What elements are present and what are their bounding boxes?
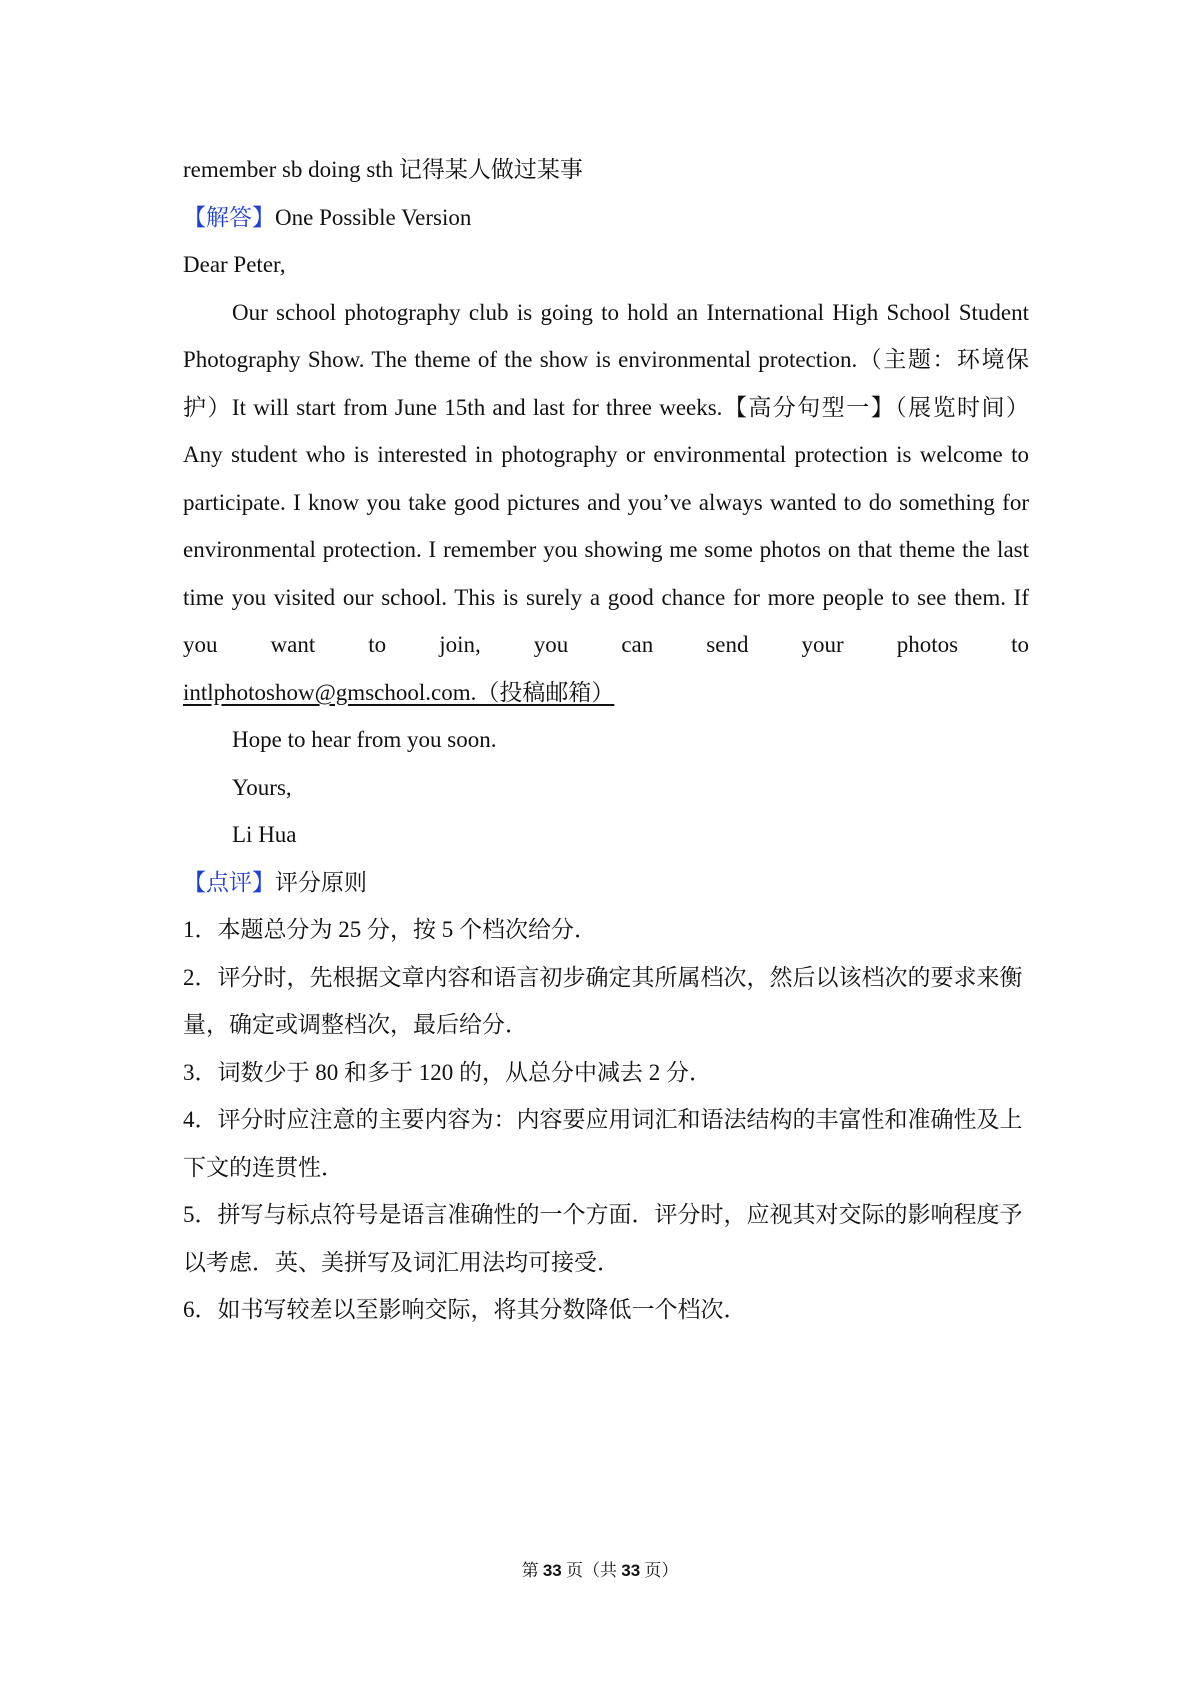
footer-middle: 页（共 <box>561 1561 622 1580</box>
letter-signature: Li Hua <box>232 822 297 847</box>
criteria-item: 2．评分时，先根据文章内容和语言初步确定其所属档次，然后以该档次的要求来衡量，确定或调整档次，最后给分． <box>183 964 1023 1037</box>
letter-sign-off: Yours, <box>232 774 292 800</box>
review-tag: 【点评】 <box>183 869 275 895</box>
footer-prefix: 第 <box>521 1561 543 1580</box>
review-title: 评分原则 <box>275 869 367 895</box>
footer-suffix: 页） <box>640 1561 679 1580</box>
email-address[interactable]: intlphotoshow@gmschool.com.（投稿邮箱） <box>183 679 615 705</box>
criteria-list <box>183 906 1029 1334</box>
letter-body-text: Our school photography club is going to hold an International High School Student Photography Show. The theme of the show is environmental protection.（主题：环境保护）It will start from June 15th and last for three weeks.【高分句型一】（展览时间）Any student who is interested in photography or environmental protection is welcome to participate. I know you take good pictures and you’ve always wanted to do something for environmental protection. I remember you showing me some photos on that theme the last time you visited our school. This is surely a good chance for more people to see them. If you want to join, you can send your photos to <box>183 299 1029 657</box>
document-content <box>183 146 1029 1334</box>
page-footer <box>0 1556 1200 1581</box>
criteria-item: 5．拼写与标点符号是语言准确性的一个方面．评分时，应视其对交际的影响程度予以考虑．英、美拼写及词汇用法均可接受． <box>183 1202 1023 1275</box>
criteria-item: 1．本题总分为 25 分，按 5 个档次给分． <box>183 917 597 942</box>
criteria-item: 4．评分时应注意的主要内容为：内容要应用词汇和语法结构的丰富性和准确性及上下文的连贯性． <box>183 1107 1023 1180</box>
review-heading <box>183 859 1029 907</box>
footer-page-number: 33 <box>542 1561 562 1580</box>
answer-title: One Possible Version <box>275 204 472 230</box>
letter-body <box>183 289 1029 717</box>
answer-heading <box>183 194 1029 242</box>
footer-total-pages: 33 <box>621 1561 641 1580</box>
letter-greeting: Dear Peter, <box>183 252 286 277</box>
answer-tag: 【解答】 <box>183 204 275 230</box>
vocab-note: remember sb doing sth 记得某人做过某事 <box>183 157 583 182</box>
criteria-item: 3．词数少于 80 和多于 120 的，从总分中减去 2 分． <box>183 1059 712 1085</box>
letter-closing: Hope to hear from you soon. <box>232 727 497 752</box>
criteria-item: 6．如书写较差以至影响交际，将其分数降低一个档次． <box>183 1297 747 1322</box>
